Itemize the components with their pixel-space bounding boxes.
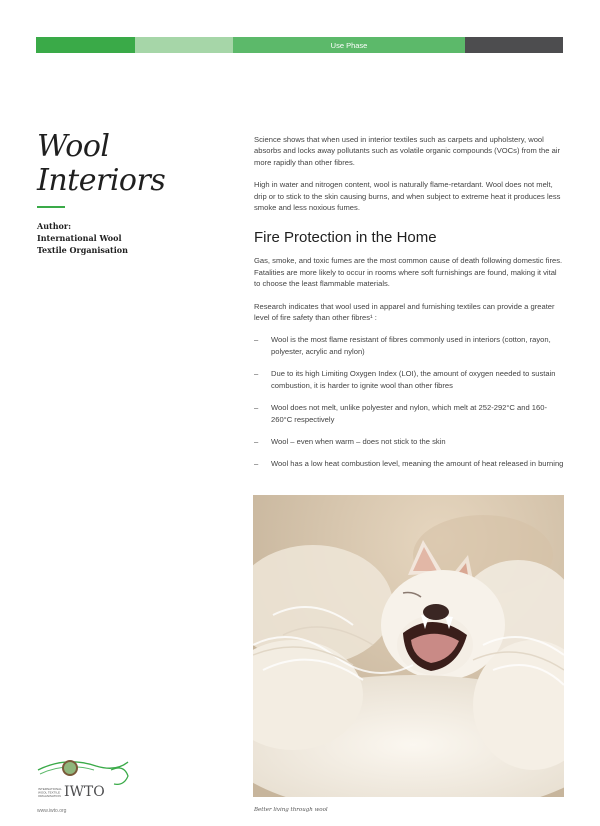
section-header-bar [36, 37, 563, 53]
list-item-text: Wool does not melt, unlike polyester and nylon, which melt at 252-292°C and 160-260°C respectively [271, 403, 548, 424]
header-bar-segment [465, 37, 563, 53]
page-title [37, 130, 165, 198]
intro-paragraph: Science shows that when used in interior textiles such as carpets and upholstery, wool absorbs and locks away pollutants such as volatile organic compounds (VOCs) from the air more rapidly than other fibres. [254, 135, 561, 167]
bullet-dash: – [254, 335, 259, 345]
section-label: Use Phase [233, 37, 465, 53]
bullet-dash: – [254, 459, 259, 469]
logo-org-line: INTERNATIONAL [38, 787, 62, 791]
body-paragraph: Research indicates that wool used in apparel and furnishing textiles can provide a greater level of fire safety than other fibres¹ : [254, 301, 555, 323]
list-item-text: Due to its high Limiting Oxygen Index (LOI), the amount of oxygen needed to sustain combustion, it is harder to ignite wool than other fibres [271, 369, 556, 390]
logo-org-line: ORGANISATION [38, 794, 61, 798]
dog-in-wool-photo [253, 495, 564, 797]
dog-illustration [253, 495, 564, 797]
title-divider [37, 206, 65, 208]
main-content [254, 134, 564, 481]
author-label: Author: [37, 221, 72, 231]
list-item [254, 402, 564, 425]
fire-safety-list [254, 334, 564, 469]
iwto-logo [36, 752, 132, 798]
list-item-text: Wool – even when warm – does not stick to the skin [271, 436, 446, 446]
website-link[interactable]: www.iwto.org [37, 808, 67, 814]
list-item [254, 458, 564, 469]
logo-wordmark: IWTO [64, 784, 105, 798]
title-line-1: Wool [37, 129, 110, 164]
list-item [254, 334, 564, 357]
author-block [37, 220, 128, 256]
bullet-dash: – [254, 369, 259, 379]
author-name-line-1: International Wool [37, 233, 122, 243]
list-item [254, 368, 564, 391]
list-item [254, 436, 564, 447]
intro-paragraph: High in water and nitrogen content, wool is naturally flame-retardant. Wool does not melt, drip or to stick to the skin causing burns, and when subject to extreme heat it produces less smoke and less noxious fumes. [254, 180, 561, 213]
header-bar-segment [135, 37, 233, 53]
author-name-line-2: Textile Organisation [37, 245, 128, 255]
bullet-dash: – [254, 436, 259, 446]
logo-org-line: WOOL TEXTILE [38, 790, 61, 795]
bullet-dash: – [254, 403, 259, 413]
footer-tagline: Better living through wool [254, 807, 328, 813]
section-heading: Fire Protection in the Home [254, 229, 437, 247]
body-paragraph: Gas, smoke, and toxic fumes are the most common cause of death following domestic fires. Fatalities are more likely to occur in rooms where soft furnishings are found, making it vital to choose the least flammable materials. [254, 256, 563, 289]
iwto-logo-mark [36, 752, 132, 798]
header-bar-segment [36, 37, 135, 53]
list-item-text: Wool has a low heat combustion level, meaning the amount of heat released in burning [271, 459, 564, 469]
list-item-text: Wool is the most flame resistant of fibres commonly used in interiors (cotton, rayon, polyester, acrylic and nylon) [271, 335, 551, 356]
title-line-2: Interiors [37, 163, 166, 198]
